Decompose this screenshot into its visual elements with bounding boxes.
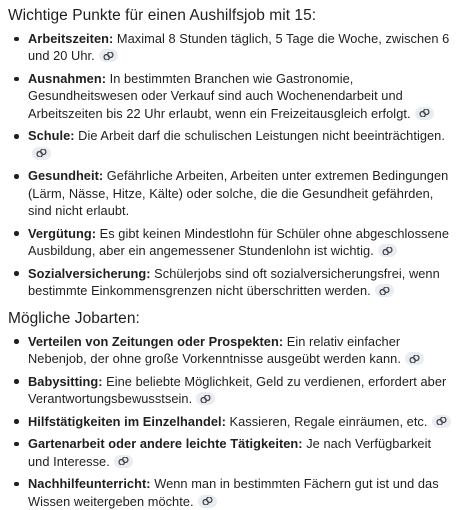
list-item	[8, 70, 453, 122]
item-text: Je nach Verfügbarkeit und Interesse.	[28, 436, 432, 469]
source-link-button[interactable]	[198, 495, 217, 508]
bullet-icon	[14, 379, 19, 384]
list-item	[8, 167, 453, 219]
job-types-list	[8, 333, 453, 510]
item-term: Ausnahmen:	[28, 71, 106, 86]
item-text: Maximal 8 Stunden täglich, 5 Tage die Woche, zwischen 6 und 20 Uhr.	[28, 31, 450, 64]
item-text: Eine beliebte Möglichkeit, Geld zu verdienen, erfordert aber Verantwortungsbewusstsein.	[28, 373, 447, 407]
list-item	[8, 333, 453, 368]
item-term: Babysitting:	[28, 373, 103, 389]
list-item	[8, 225, 453, 260]
source-link-button[interactable]	[405, 352, 424, 365]
item-text: Kassieren, Regale einräumen, etc.	[225, 413, 428, 429]
item-text: Wenn man in bestimmten Fächern gut ist und das Wissen weitergeben möchte.	[28, 476, 439, 509]
link-icon	[103, 52, 114, 60]
item-term: Sozialversicherung:	[28, 265, 151, 281]
list-item	[8, 435, 453, 470]
item-text: Die Arbeit darf die schulischen Leistungen nicht beeinträchtigen.	[74, 128, 445, 144]
link-icon	[202, 497, 213, 505]
item-term: Arbeitszeiten:	[28, 31, 114, 46]
item-term: Vergütung:	[28, 225, 97, 241]
key-points-list	[8, 30, 453, 300]
bullet-icon	[14, 231, 19, 236]
item-term: Nachhilfeunterricht:	[28, 476, 151, 492]
list-item	[8, 30, 453, 65]
list-item	[8, 413, 453, 430]
source-link-button[interactable]	[375, 284, 394, 297]
item-term: Hilfstätigkeiten im Einzelhandel:	[28, 413, 226, 429]
source-link-button[interactable]	[196, 392, 215, 405]
link-icon	[200, 395, 211, 403]
item-text: Es gibt keinen Mindestlohn für Schüler ohne abgeschlossene Ausbildung, aber ein angemessener Stundenlohn ist wichtig.	[28, 225, 449, 259]
link-icon	[118, 457, 129, 465]
bullet-icon	[14, 339, 19, 344]
link-icon	[382, 247, 393, 255]
list-item	[8, 265, 453, 300]
bullet-icon	[14, 482, 19, 487]
bullet-icon	[14, 419, 19, 424]
bullet-icon	[14, 271, 19, 276]
source-link-button[interactable]	[32, 147, 51, 160]
bullet-icon	[14, 77, 19, 82]
section-heading-key-points: Wichtige Punkte für einen Aushilfsjob mit 15:	[8, 7, 317, 24]
bullet-icon	[14, 174, 19, 179]
link-icon	[36, 149, 47, 157]
source-link-button[interactable]	[378, 244, 397, 257]
list-item	[8, 127, 453, 162]
bullet-icon	[14, 134, 19, 139]
source-link-button[interactable]	[415, 107, 434, 120]
source-link-button[interactable]	[114, 455, 133, 468]
item-text: Gefährliche Arbeiten, Arbeiten unter extremen Bedingungen (Lärm, Nässe, Hitze, Kälte) oder solche, die die Gesundheit gefährden, sind nicht erlaubt.	[28, 168, 449, 219]
link-icon	[419, 109, 430, 117]
item-term: Verteilen von Zeitungen oder Prospekten:	[28, 333, 284, 349]
item-term: Gesundheit:	[28, 168, 104, 184]
item-text: Schülerjobs sind oft sozialversicherungsfrei, wenn bestimmte Einkommensgrenzen nicht überschritten werden.	[28, 265, 440, 299]
link-icon	[436, 417, 447, 425]
bullet-icon	[14, 442, 19, 447]
item-term: Schule:	[28, 128, 75, 144]
section-heading-job-types: Mögliche Jobarten:	[8, 309, 140, 327]
item-text: Ein relativ einfacher Nebenjob, der ohne große Vorkenntnisse ausgeübt werden kann.	[28, 333, 401, 367]
item-text: In bestimmten Branchen wie Gastronomie, Gesundheitswesen oder Verkauf sind auch Wochenendarbeit und Arbeitszeiten bis 22 Uhr erlaubt, wenn ein Freizeitausgleich erfolgt.	[28, 71, 411, 121]
link-icon	[409, 355, 420, 363]
list-item	[8, 373, 453, 408]
source-link-button[interactable]	[99, 49, 118, 62]
list-item	[8, 475, 453, 510]
item-term: Gartenarbeit oder andere leichte Tätigkeiten:	[28, 436, 303, 452]
source-link-button[interactable]	[432, 415, 451, 428]
bullet-icon	[14, 37, 19, 42]
link-icon	[379, 287, 390, 295]
